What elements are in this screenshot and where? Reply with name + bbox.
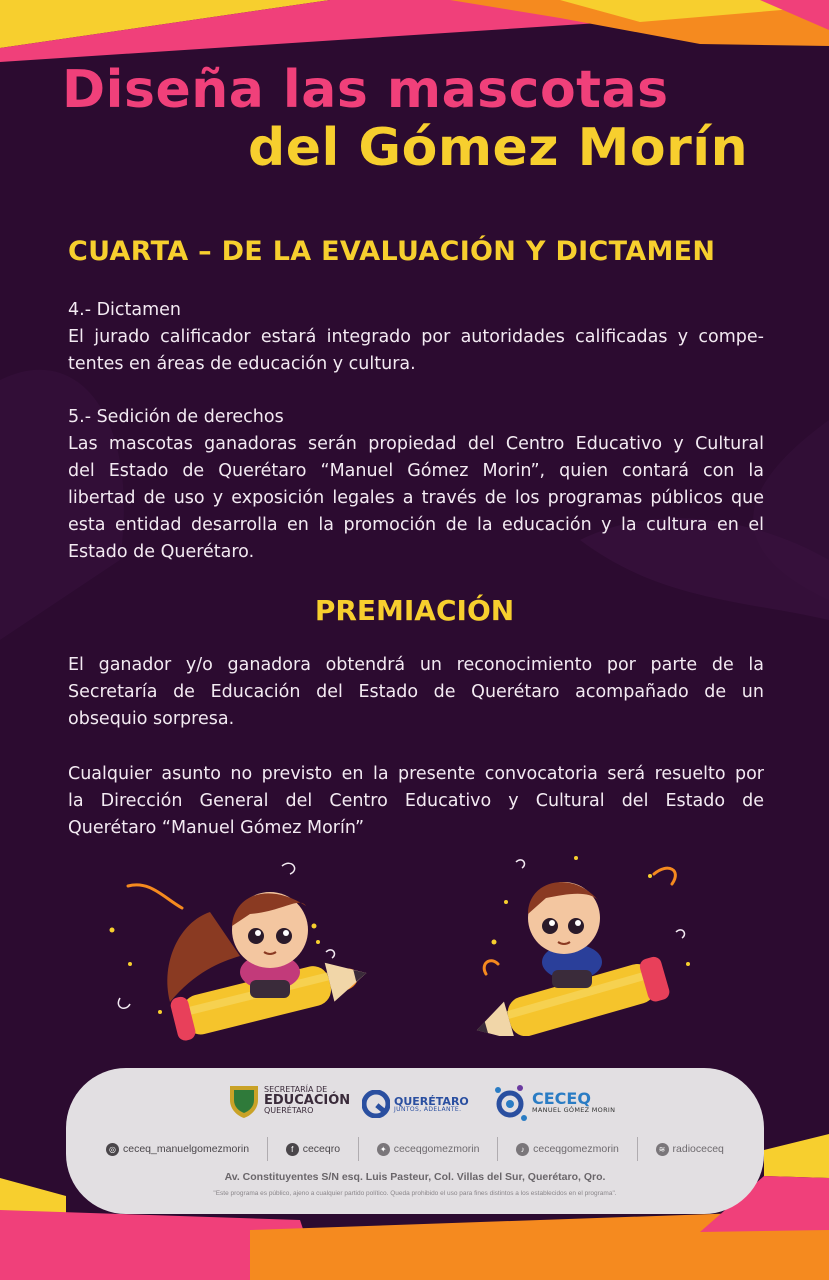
footer-card xyxy=(66,1068,764,1214)
ceceq-logo[interactable] xyxy=(492,1082,615,1122)
text-line: 5.- Sedición de derechos xyxy=(68,407,284,427)
title-line-2: del Gómez Morín xyxy=(248,118,749,178)
paragraph-sedicion xyxy=(68,404,764,566)
tiktok-icon: ♪ xyxy=(516,1143,529,1156)
text-line: El ganador y/o ganadora obtendrá un reconocimiento por parte de la xyxy=(68,655,764,675)
divider xyxy=(637,1137,638,1161)
instagram-icon: ◎ xyxy=(106,1143,119,1156)
divider xyxy=(358,1137,359,1161)
social-spotify-link[interactable] xyxy=(652,1143,728,1156)
social-handle: ceceqro xyxy=(302,1143,341,1155)
section-heading-premiacion: PREMIACIÓN xyxy=(314,594,515,627)
text-line: El jurado calificador estará integrado por autoridades calificadas y compe- xyxy=(68,327,764,347)
logo-ceceq-subtext: MANUEL GÓMEZ MORIN xyxy=(532,1105,616,1114)
address-text: Av. Constituyentes S/N esq. Luis Pasteur, Col. Villas del Sur, Querétaro, Qro. xyxy=(224,1171,606,1183)
ceceq-icon xyxy=(492,1082,528,1122)
logo-educacion-tiny-text: QUERÉTARO xyxy=(264,1105,314,1115)
facebook-icon: f xyxy=(286,1143,299,1156)
social-facebook-link[interactable] xyxy=(282,1143,344,1156)
disclaimer-text: "Este programa es público, ajeno a cualquier partido político. Queda prohibido el uso para fines distintos a los establecidos en el programa". xyxy=(213,1190,617,1197)
text-line: obsequio sorpresa. xyxy=(68,709,235,729)
social-instagram-link[interactable] xyxy=(102,1143,253,1156)
logo-queretaro-tagline: JUNTOS, ADELANTE. xyxy=(394,1105,462,1113)
divider xyxy=(267,1137,268,1161)
shield-icon xyxy=(228,1082,260,1118)
social-handle: ceceqgomezmorin xyxy=(533,1143,619,1155)
text-line: la Dirección General del Centro Educativo y Cultural del Estado de xyxy=(68,791,764,811)
text-line: Secretaría de Educación del Estado de Querétaro acompañado de un xyxy=(68,682,764,702)
text-line: Querétaro “Manuel Gómez Morín” xyxy=(68,818,365,838)
boy-mascot-illustration xyxy=(476,846,706,1036)
logo-educacion-small-text: SECRETARÍA DE xyxy=(264,1084,328,1094)
paragraph-dictamen xyxy=(68,297,764,378)
paragraph-asuntos xyxy=(68,761,764,842)
social-handle: radioceceq xyxy=(672,1143,724,1155)
title-line-1: Diseña las mascotas xyxy=(62,60,669,120)
logo-queretaro-text: QUERÉTARO xyxy=(394,1094,469,1108)
social-twitter-link[interactable] xyxy=(373,1143,484,1156)
paragraph-premio xyxy=(68,652,764,733)
text-line: Estado de Querétaro. xyxy=(68,542,255,562)
text-line: libertad de uso y exposición legales a través de los programas públicos que xyxy=(68,488,764,508)
section-heading-cuarta: CUARTA – DE LA EVALUACIÓN Y DICTAMEN xyxy=(68,236,716,267)
twitter-icon: ✦ xyxy=(377,1143,390,1156)
queretaro-q-icon xyxy=(362,1090,390,1118)
text-line: esta entidad desarrolla en la promoción de la educación y la cultura en el xyxy=(68,515,764,535)
text-line: 4.- Dictamen xyxy=(68,300,182,320)
social-handle: ceceq_manuelgomezmorin xyxy=(123,1143,250,1155)
text-line: Las mascotas ganadoras serán propiedad del Centro Educativo y Cultural xyxy=(68,434,764,454)
logo-ceceq-text: CECEQ xyxy=(532,1088,591,1108)
social-links xyxy=(102,1136,728,1162)
girl-mascot-illustration xyxy=(100,852,370,1042)
divider xyxy=(497,1137,498,1161)
text-line: tentes en áreas de educación y cultura. xyxy=(68,354,416,374)
text-line: Cualquier asunto no previsto en la presente convocatoria será resuelto por xyxy=(68,764,764,784)
spotify-icon: ≋ xyxy=(656,1143,669,1156)
social-handle: ceceqgomezmorin xyxy=(393,1143,480,1155)
secretaria-educacion-logo[interactable] xyxy=(228,1082,350,1118)
social-tiktok-link[interactable] xyxy=(512,1143,623,1156)
text-line: del Estado de Querétaro “Manuel Gómez Morin”, quien contará con la xyxy=(68,461,764,481)
queretaro-logo[interactable] xyxy=(362,1090,469,1118)
logo-educacion-text: EDUCACIÓN xyxy=(264,1092,351,1108)
